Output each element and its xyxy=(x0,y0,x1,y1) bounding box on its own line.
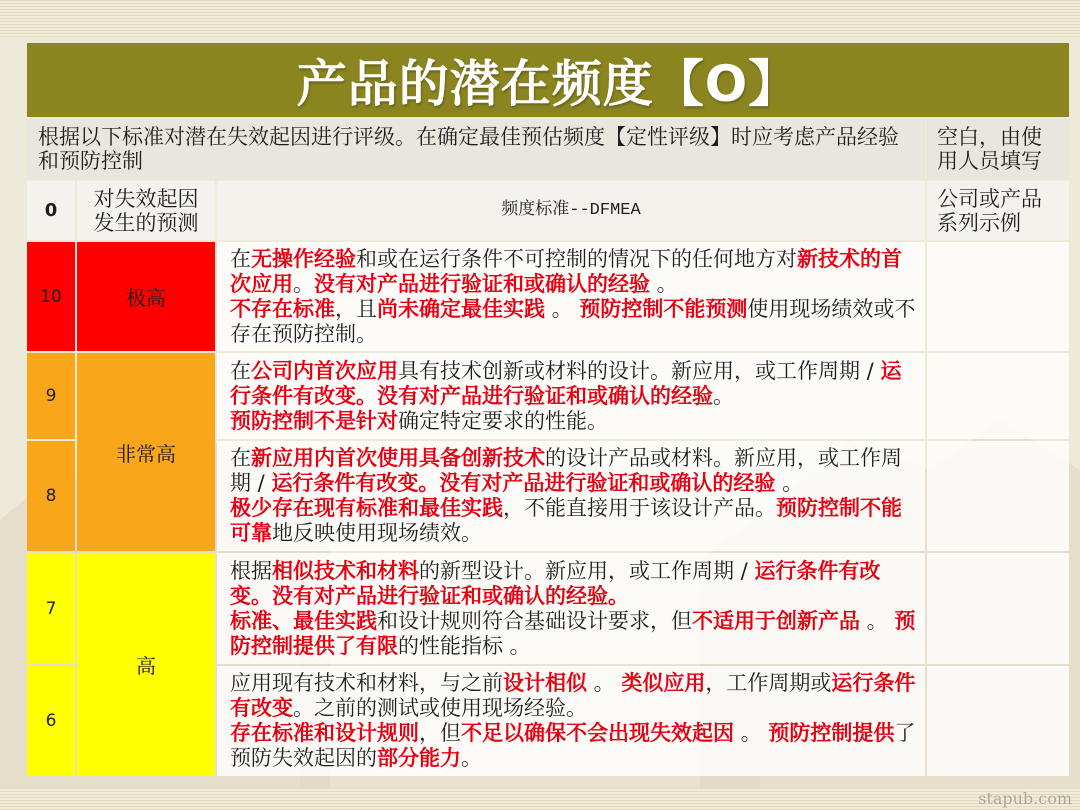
criteria-highlight-text: 尚未确定最佳实践 xyxy=(377,296,545,321)
criteria-text: 。 xyxy=(860,608,895,633)
example-cell xyxy=(927,353,1069,439)
criteria-text: 。 xyxy=(587,671,622,695)
criteria-text: 的新型设计。新应用，或工作周期 / xyxy=(419,558,755,583)
criteria-paragraph xyxy=(230,247,920,297)
criteria-text: 确定特定要求的性能。 xyxy=(398,408,608,433)
criteria-highlight-text: 无操作经验 xyxy=(251,246,356,271)
criteria-cell xyxy=(217,441,925,551)
criteria-text: 应用现有技术和材料，与之前 xyxy=(230,671,503,695)
rating-cell: 8 xyxy=(27,441,75,551)
criteria-highlight-text: 部分能力 xyxy=(377,746,461,770)
criteria-text: ，但 xyxy=(419,721,461,745)
rating-cell: 10 xyxy=(27,242,75,351)
criteria-cell xyxy=(217,242,925,351)
criteria-text: 。 xyxy=(293,271,314,296)
header-rating: 0 xyxy=(27,181,75,240)
criteria-highlight-text: 预防控制不是针对 xyxy=(230,408,398,433)
level-cell: 非常高 xyxy=(77,353,215,551)
criteria-text: 。 xyxy=(775,471,804,495)
criteria-highlight-text: 不适用于创新产品 xyxy=(692,608,860,633)
criteria-highlight-text: 预防控制不能可靠 xyxy=(230,496,902,545)
criteria-text: 在 xyxy=(230,358,251,383)
criteria-highlight-text: 公司内首次应用 xyxy=(251,358,398,383)
criteria-paragraph xyxy=(230,671,920,721)
rating-cell: 7 xyxy=(27,553,75,664)
site-watermark: stapub.com xyxy=(978,789,1072,808)
header-criteria: 频度标准--DFMEA xyxy=(217,181,925,240)
criteria-text: 了预防失效起因的 xyxy=(230,721,916,770)
criteria-highlight-text: 运行条件有改变 xyxy=(230,671,916,720)
criteria-cell xyxy=(217,666,925,776)
criteria-highlight-text: 标准、最佳实践 xyxy=(230,608,377,633)
criteria-text: 在 xyxy=(230,446,251,470)
criteria-highlight-text: 运行条件有改变。没有对产品进行验证和或确认的经验 xyxy=(230,358,902,408)
criteria-text: 。 xyxy=(650,271,678,296)
criteria-text: 。 xyxy=(461,746,482,770)
criteria-paragraph xyxy=(230,409,920,434)
criteria-highlight-text: 相似技术和材料 xyxy=(272,558,419,583)
level-cell: 高 xyxy=(77,553,215,776)
criteria-highlight-text: 新技术的首次应用 xyxy=(230,246,902,296)
criteria-text: 和或在运行条件不可控制的情况下的任何地方对 xyxy=(356,246,797,271)
criteria-text: 。 xyxy=(545,296,580,321)
header-prediction: 对失效起因发生的预测 xyxy=(77,181,215,240)
criteria-text: 的性能指标 。 xyxy=(398,633,531,658)
criteria-text: 的设计产品或材料。新应用，或工作周期 / xyxy=(230,446,902,495)
criteria-highlight-text: 新应用内首次使用具备创新技术 xyxy=(251,446,545,470)
criteria-paragraph xyxy=(230,609,920,659)
criteria-highlight-text: 不存在标准 xyxy=(230,296,335,321)
criteria-text: 。 xyxy=(734,721,769,745)
slide-title: 产品的潜在频度【O】 xyxy=(27,43,1069,117)
criteria-text: 具有技术创新或材料的设计。新应用，或工作周期 / xyxy=(398,358,881,383)
criteria-paragraph xyxy=(230,359,920,409)
criteria-text: ，工作周期或 xyxy=(705,671,832,695)
criteria-text: ，且 xyxy=(335,296,377,321)
criteria-highlight-text: 类似应用 xyxy=(621,671,706,695)
level-cell: 极高 xyxy=(77,242,215,351)
criteria-paragraph xyxy=(230,446,920,496)
rating-cell: 9 xyxy=(27,353,75,439)
criteria-highlight-text: 预防控制提供 xyxy=(768,721,895,745)
criteria-cell xyxy=(217,353,925,439)
rating-cell: 6 xyxy=(27,666,75,776)
criteria-text: 使用现场绩效或不存在预防控制。 xyxy=(230,296,916,346)
criteria-highlight-text: 没有对产品进行验证和或确认的经验 xyxy=(314,271,650,296)
criteria-paragraph xyxy=(230,721,920,771)
criteria-highlight-text: 运行条件有改变。没有对产品进行验证和或确认的经验 xyxy=(271,471,776,495)
criteria-text: 根据 xyxy=(230,558,272,583)
example-cell xyxy=(927,666,1069,776)
occurrence-rating-table xyxy=(27,43,1069,776)
criteria-paragraph xyxy=(230,297,920,347)
criteria-text: 在 xyxy=(230,246,251,271)
bottom-pattern-band xyxy=(0,788,1080,810)
criteria-text: ，不能直接用于该设计产品。 xyxy=(503,496,776,520)
criteria-paragraph xyxy=(230,559,920,609)
example-cell xyxy=(927,553,1069,664)
example-cell xyxy=(927,242,1069,351)
example-cell xyxy=(927,441,1069,551)
criteria-highlight-text: 存在标准和设计规则 xyxy=(230,721,419,745)
criteria-highlight-text: 预防控制提供了有限 xyxy=(230,608,916,658)
criteria-highlight-text: 预防控制不能预测 xyxy=(579,296,748,321)
criteria-text: 地反映使用现场绩效。 xyxy=(272,521,482,545)
criteria-text: 和设计规则符合基础设计要求，但 xyxy=(377,608,692,633)
table-instructions: 根据以下标准对潜在失效起因进行评级。在确定最佳预估频度【定性评级】时应考虑产品经验和预防控制 xyxy=(27,119,925,179)
criteria-text: 。 xyxy=(713,383,734,408)
criteria-text: 。之前的测试或使用现场经验。 xyxy=(293,696,587,720)
criteria-highlight-text: 极少存在现有标准和最佳实践 xyxy=(230,496,503,520)
header-examples: 公司或产品系列示例 xyxy=(927,181,1069,240)
criteria-highlight-text: 设计相似 xyxy=(503,671,587,695)
criteria-cell xyxy=(217,553,925,664)
criteria-highlight-text: 不足以确保不会出现失效起因 xyxy=(461,721,734,745)
examples-column-note: 空白，由使用人员填写 xyxy=(927,119,1069,179)
criteria-paragraph xyxy=(230,496,920,546)
criteria-highlight-text: 运行条件有改变。没有对产品进行验证和或确认的经验。 xyxy=(230,558,881,608)
